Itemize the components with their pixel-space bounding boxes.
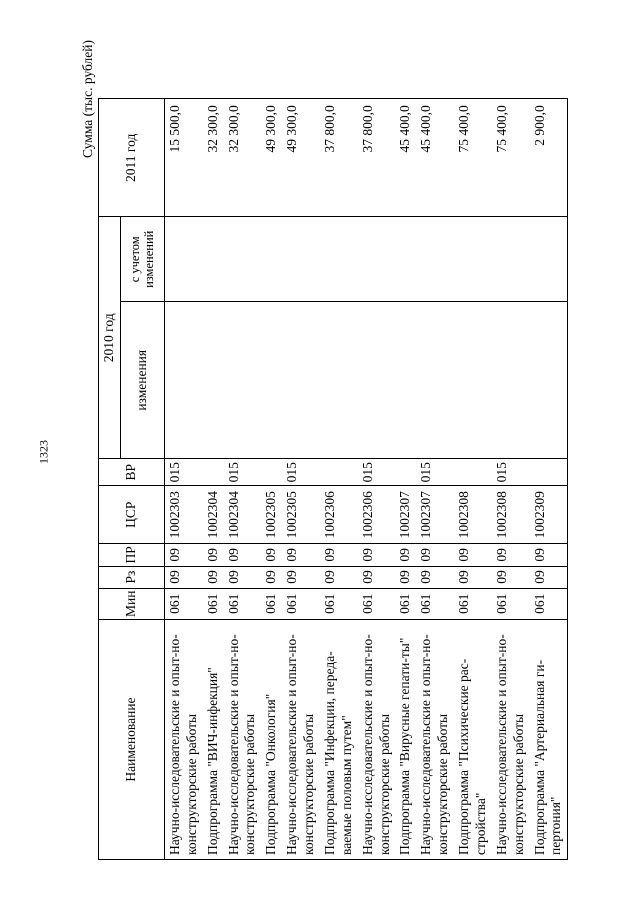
table-row bbox=[530, 99, 568, 860]
cell-vr: 015 bbox=[224, 459, 262, 486]
cell-changes bbox=[261, 302, 282, 459]
units-caption: Сумма (тыс. рублей) bbox=[80, 40, 95, 158]
header-with-changes-line-1: с учетом bbox=[128, 236, 142, 283]
cell-rz: 09 bbox=[320, 566, 358, 588]
table-body bbox=[164, 99, 567, 860]
table-row bbox=[416, 99, 454, 860]
cell-pr: 09 bbox=[261, 544, 282, 566]
cell-pr: 09 bbox=[320, 544, 358, 566]
table-header bbox=[99, 99, 165, 860]
cell-csr: 1002306 bbox=[320, 486, 358, 544]
cell-vr bbox=[261, 459, 282, 486]
cell-year-2011: 49 300,0 bbox=[261, 99, 282, 217]
header-csr: ЦСР bbox=[99, 486, 165, 544]
cell-min: 061 bbox=[224, 588, 262, 619]
header-vr: ВР bbox=[99, 459, 165, 486]
cell-vr bbox=[203, 459, 224, 486]
cell-min: 061 bbox=[530, 588, 568, 619]
cell-rz: 09 bbox=[492, 566, 530, 588]
cell-name: Научно-исследовательские и опыт-но-конструкторские работы bbox=[492, 620, 530, 860]
cell-pr: 09 bbox=[164, 544, 202, 566]
cell-rz: 09 bbox=[358, 566, 396, 588]
cell-changes bbox=[224, 302, 262, 459]
cell-year-2011: 37 800,0 bbox=[358, 99, 396, 217]
cell-min: 061 bbox=[261, 588, 282, 619]
cell-with-changes bbox=[320, 217, 358, 302]
cell-with-changes bbox=[164, 217, 202, 302]
header-with-changes bbox=[120, 217, 164, 302]
cell-vr: 015 bbox=[416, 459, 454, 486]
cell-csr: 1002308 bbox=[492, 486, 530, 544]
cell-pr: 09 bbox=[454, 544, 492, 566]
cell-changes bbox=[416, 302, 454, 459]
cell-min: 061 bbox=[282, 588, 320, 619]
cell-changes bbox=[454, 302, 492, 459]
cell-with-changes bbox=[530, 217, 568, 302]
cell-min: 061 bbox=[164, 588, 202, 619]
cell-changes bbox=[358, 302, 396, 459]
cell-csr: 1002307 bbox=[416, 486, 454, 544]
cell-year-2011: 37 800,0 bbox=[320, 99, 358, 217]
cell-pr: 09 bbox=[358, 544, 396, 566]
cell-changes bbox=[395, 302, 416, 459]
cell-rz: 09 bbox=[203, 566, 224, 588]
cell-year-2011: 45 400,0 bbox=[395, 99, 416, 217]
cell-rz: 09 bbox=[164, 566, 202, 588]
cell-name: Подпрограмма "Инфекции, переда-ваемые половым путем" bbox=[320, 620, 358, 860]
cell-year-2011: 75 400,0 bbox=[454, 99, 492, 217]
cell-min: 061 bbox=[203, 588, 224, 619]
cell-min: 061 bbox=[416, 588, 454, 619]
budget-table bbox=[98, 98, 568, 860]
table-row bbox=[454, 99, 492, 860]
cell-name: Подпрограмма "ВИЧ-инфекция" bbox=[203, 620, 224, 860]
cell-with-changes bbox=[282, 217, 320, 302]
table-row bbox=[261, 99, 282, 860]
cell-with-changes bbox=[416, 217, 454, 302]
header-min: Мин bbox=[99, 588, 165, 619]
cell-vr: 015 bbox=[492, 459, 530, 486]
cell-rz: 09 bbox=[454, 566, 492, 588]
cell-rz: 09 bbox=[530, 566, 568, 588]
cell-name: Научно-исследовательские и опыт-но-конструкторские работы bbox=[416, 620, 454, 860]
cell-rz: 09 bbox=[282, 566, 320, 588]
cell-year-2011: 75 400,0 bbox=[492, 99, 530, 217]
cell-with-changes bbox=[358, 217, 396, 302]
cell-name: Подпрограмма "Артериальная ги-пертония" bbox=[530, 620, 568, 860]
cell-csr: 1002303 bbox=[164, 486, 202, 544]
cell-with-changes bbox=[203, 217, 224, 302]
header-pr: ПР bbox=[99, 544, 165, 566]
cell-year-2011: 15 500,0 bbox=[164, 99, 202, 217]
cell-changes bbox=[492, 302, 530, 459]
cell-vr bbox=[320, 459, 358, 486]
cell-name: Подпрограмма "Психические рас-стройства" bbox=[454, 620, 492, 860]
table-row bbox=[203, 99, 224, 860]
cell-csr: 1002305 bbox=[261, 486, 282, 544]
cell-min: 061 bbox=[320, 588, 358, 619]
cell-name: Научно-исследовательские и опыт-но-конструкторские работы bbox=[164, 620, 202, 860]
cell-vr bbox=[454, 459, 492, 486]
cell-min: 061 bbox=[395, 588, 416, 619]
cell-changes bbox=[164, 302, 202, 459]
cell-csr: 1002305 bbox=[282, 486, 320, 544]
cell-rz: 09 bbox=[224, 566, 262, 588]
cell-min: 061 bbox=[454, 588, 492, 619]
cell-pr: 09 bbox=[282, 544, 320, 566]
cell-year-2011: 32 300,0 bbox=[203, 99, 224, 217]
cell-year-2011: 49 300,0 bbox=[282, 99, 320, 217]
cell-changes bbox=[282, 302, 320, 459]
cell-vr: 015 bbox=[282, 459, 320, 486]
table-row bbox=[358, 99, 396, 860]
cell-csr: 1002309 bbox=[530, 486, 568, 544]
cell-rz: 09 bbox=[261, 566, 282, 588]
cell-with-changes bbox=[395, 217, 416, 302]
cell-year-2011: 32 300,0 bbox=[224, 99, 262, 217]
cell-vr bbox=[530, 459, 568, 486]
cell-year-2011: 45 400,0 bbox=[416, 99, 454, 217]
cell-pr: 09 bbox=[416, 544, 454, 566]
cell-min: 061 bbox=[358, 588, 396, 619]
cell-changes bbox=[530, 302, 568, 459]
page-number: 1323 bbox=[36, 440, 51, 464]
cell-name: Подпрограмма "Вирусные гепати-ты" bbox=[395, 620, 416, 860]
cell-csr: 1002306 bbox=[358, 486, 396, 544]
table-row bbox=[320, 99, 358, 860]
cell-pr: 09 bbox=[224, 544, 262, 566]
cell-name: Научно-исследовательские и опыт-но-конструкторские работы bbox=[282, 620, 320, 860]
header-name: Наименование bbox=[99, 620, 165, 860]
header-changes: изменения bbox=[120, 302, 164, 459]
table-row bbox=[492, 99, 530, 860]
cell-name: Научно-исследовательские и опыт-но-конструкторские работы bbox=[224, 620, 262, 860]
cell-vr bbox=[395, 459, 416, 486]
cell-min: 061 bbox=[492, 588, 530, 619]
cell-csr: 1002307 bbox=[395, 486, 416, 544]
cell-pr: 09 bbox=[530, 544, 568, 566]
cell-rz: 09 bbox=[416, 566, 454, 588]
cell-with-changes bbox=[261, 217, 282, 302]
header-with-changes-line-2: изменений bbox=[142, 230, 157, 288]
header-year-2011: 2011 год bbox=[99, 99, 165, 217]
cell-vr: 015 bbox=[358, 459, 396, 486]
cell-with-changes bbox=[492, 217, 530, 302]
table-row bbox=[395, 99, 416, 860]
cell-vr: 015 bbox=[164, 459, 202, 486]
cell-name: Подпрограмма "Онкология" bbox=[261, 620, 282, 860]
cell-csr: 1002304 bbox=[224, 486, 262, 544]
header-rz: Рз bbox=[99, 566, 165, 588]
cell-year-2011: 2 900,0 bbox=[530, 99, 568, 217]
rotated-page bbox=[80, 40, 640, 860]
cell-rz: 09 bbox=[395, 566, 416, 588]
cell-pr: 09 bbox=[203, 544, 224, 566]
cell-csr: 1002304 bbox=[203, 486, 224, 544]
cell-with-changes bbox=[224, 217, 262, 302]
cell-with-changes bbox=[454, 217, 492, 302]
header-year-2010: 2010 год bbox=[99, 217, 121, 459]
table-row bbox=[164, 99, 202, 860]
cell-pr: 09 bbox=[395, 544, 416, 566]
cell-name: Научно-исследовательские и опыт-но-конструкторские работы bbox=[358, 620, 396, 860]
cell-pr: 09 bbox=[492, 544, 530, 566]
cell-changes bbox=[320, 302, 358, 459]
table-row bbox=[282, 99, 320, 860]
cell-csr: 1002308 bbox=[454, 486, 492, 544]
cell-changes bbox=[203, 302, 224, 459]
table-row bbox=[224, 99, 262, 860]
